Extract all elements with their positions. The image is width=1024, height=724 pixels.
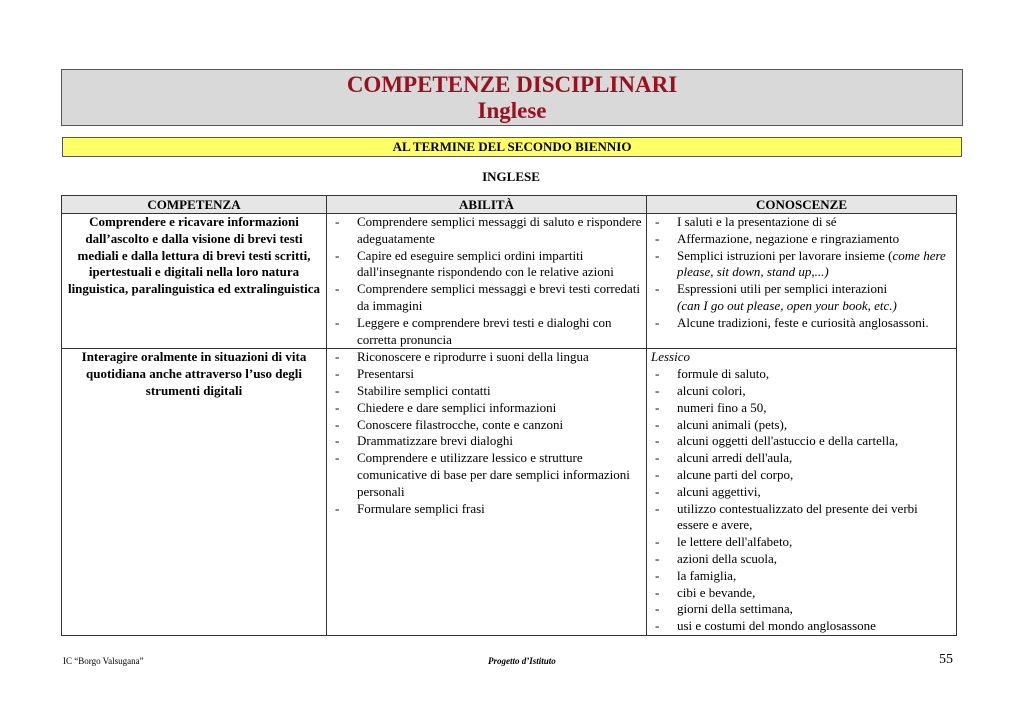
section-band: AL TERMINE DEL SECONDO BIENNIO bbox=[62, 137, 962, 157]
list-item: - alcuni arredi dell'aula, bbox=[651, 450, 952, 467]
list-item: - Stabilire semplici contatti bbox=[331, 383, 642, 400]
col-header-competenza: COMPETENZA bbox=[62, 196, 327, 214]
list-item: - usi e costumi del mondo anglosassone bbox=[651, 618, 952, 635]
list-item: - Comprendere e utilizzare lessico e strutture comunicative di base per dare semplici informazioni personali bbox=[331, 450, 642, 500]
item-text: Espressioni utili per semplici interazioni bbox=[677, 281, 888, 297]
conoscenze-cell bbox=[647, 349, 957, 636]
title-box bbox=[61, 69, 963, 126]
item-example: come here please, sit down, stand up,...) bbox=[677, 247, 946, 280]
item-example: (can I go out please, open your book, etc.) bbox=[677, 297, 897, 313]
list-item: - Leggere e comprendere brevi testi e dialoghi con corretta pronuncia bbox=[331, 315, 642, 349]
list-item: - Comprendere semplici messaggi di saluto e rispondere adeguatamente bbox=[331, 214, 642, 248]
list-item: - alcuni animali (pets), bbox=[651, 417, 952, 434]
col-header-conoscenze: CONOSCENZE bbox=[647, 196, 957, 214]
list-item: - Alcune tradizioni, feste e curiosità anglosassoni. bbox=[651, 315, 952, 332]
competence-table bbox=[61, 195, 957, 636]
list-item: - Presentarsi bbox=[331, 366, 642, 383]
list-item: - cibi e bevande, bbox=[651, 585, 952, 602]
abilita-cell bbox=[327, 214, 647, 349]
page-subtitle: Inglese bbox=[477, 98, 547, 123]
list-item: - numeri fino a 50, bbox=[651, 400, 952, 417]
footer-school: IC “Borgo Valsugana” bbox=[63, 656, 144, 666]
list-item: - Drammatizzare brevi dialoghi bbox=[331, 433, 642, 450]
list-item: - alcuni colori, bbox=[651, 383, 952, 400]
list-item: - la famiglia, bbox=[651, 568, 952, 585]
list-item: - alcuni aggettivi, bbox=[651, 484, 952, 501]
footer-project: Progetto d’Istituto bbox=[488, 656, 556, 666]
table-header-row bbox=[62, 196, 957, 214]
list-item: - alcuni oggetti dell'astuccio e della cartella, bbox=[651, 433, 952, 450]
list-item: - alcune parti del corpo, bbox=[651, 467, 952, 484]
list-item: - Formulare semplici frasi bbox=[331, 501, 642, 518]
abilita-cell bbox=[327, 349, 647, 636]
list-item: - azioni della scuola, bbox=[651, 551, 952, 568]
item-text: Semplici istruzioni per lavorare insieme ( bbox=[677, 247, 893, 263]
col-header-abilita: ABILITÀ bbox=[327, 196, 647, 214]
lessico-heading: Lessico bbox=[651, 349, 690, 365]
conoscenze-cell bbox=[647, 214, 957, 349]
list-item: - Affermazione, negazione e ringraziamento bbox=[651, 231, 952, 248]
list-item: - le lettere dell'alfabeto, bbox=[651, 534, 952, 551]
list-item: - utilizzo contestualizzato del presente dei verbi essere e avere, bbox=[651, 501, 952, 535]
page-number: 55 bbox=[939, 652, 953, 667]
list-item: - Riconoscere e riprodurre i suoni della lingua bbox=[331, 349, 642, 366]
list-item: - formule di saluto, bbox=[651, 366, 952, 383]
list-item bbox=[651, 281, 952, 315]
subject-heading: INGLESE bbox=[482, 169, 540, 184]
list-item: - Comprendere semplici messaggi e brevi testi corredati da immagini bbox=[331, 281, 642, 315]
list-item: - Capire ed eseguire semplici ordini impartiti dall'insegnante rispondendo con le relative azioni bbox=[331, 248, 642, 282]
competenza-cell: Interagire oralmente in situazioni di vita quotidiana anche attraverso l’uso degli strumenti digitali bbox=[62, 349, 327, 636]
list-item: - giorni della settimana, bbox=[651, 601, 952, 618]
list-item: - Conoscere filastrocche, conte e canzoni bbox=[331, 417, 642, 434]
table-row bbox=[62, 214, 957, 349]
list-item: - I saluti e la presentazione di sé bbox=[651, 214, 952, 231]
page-title: COMPETENZE DISCIPLINARI bbox=[346, 72, 678, 97]
table-row bbox=[62, 349, 957, 636]
list-item bbox=[651, 248, 952, 282]
list-item: - Chiedere e dare semplici informazioni bbox=[331, 400, 642, 417]
competenza-cell: Comprendere e ricavare informazioni dall’ascolto e dalla visione di brevi testi mediali e dalla lettura di brevi testi scritti, ipertestuali e digitali nella loro natura linguistica, paralinguistica ed extralinguistica bbox=[62, 214, 327, 349]
